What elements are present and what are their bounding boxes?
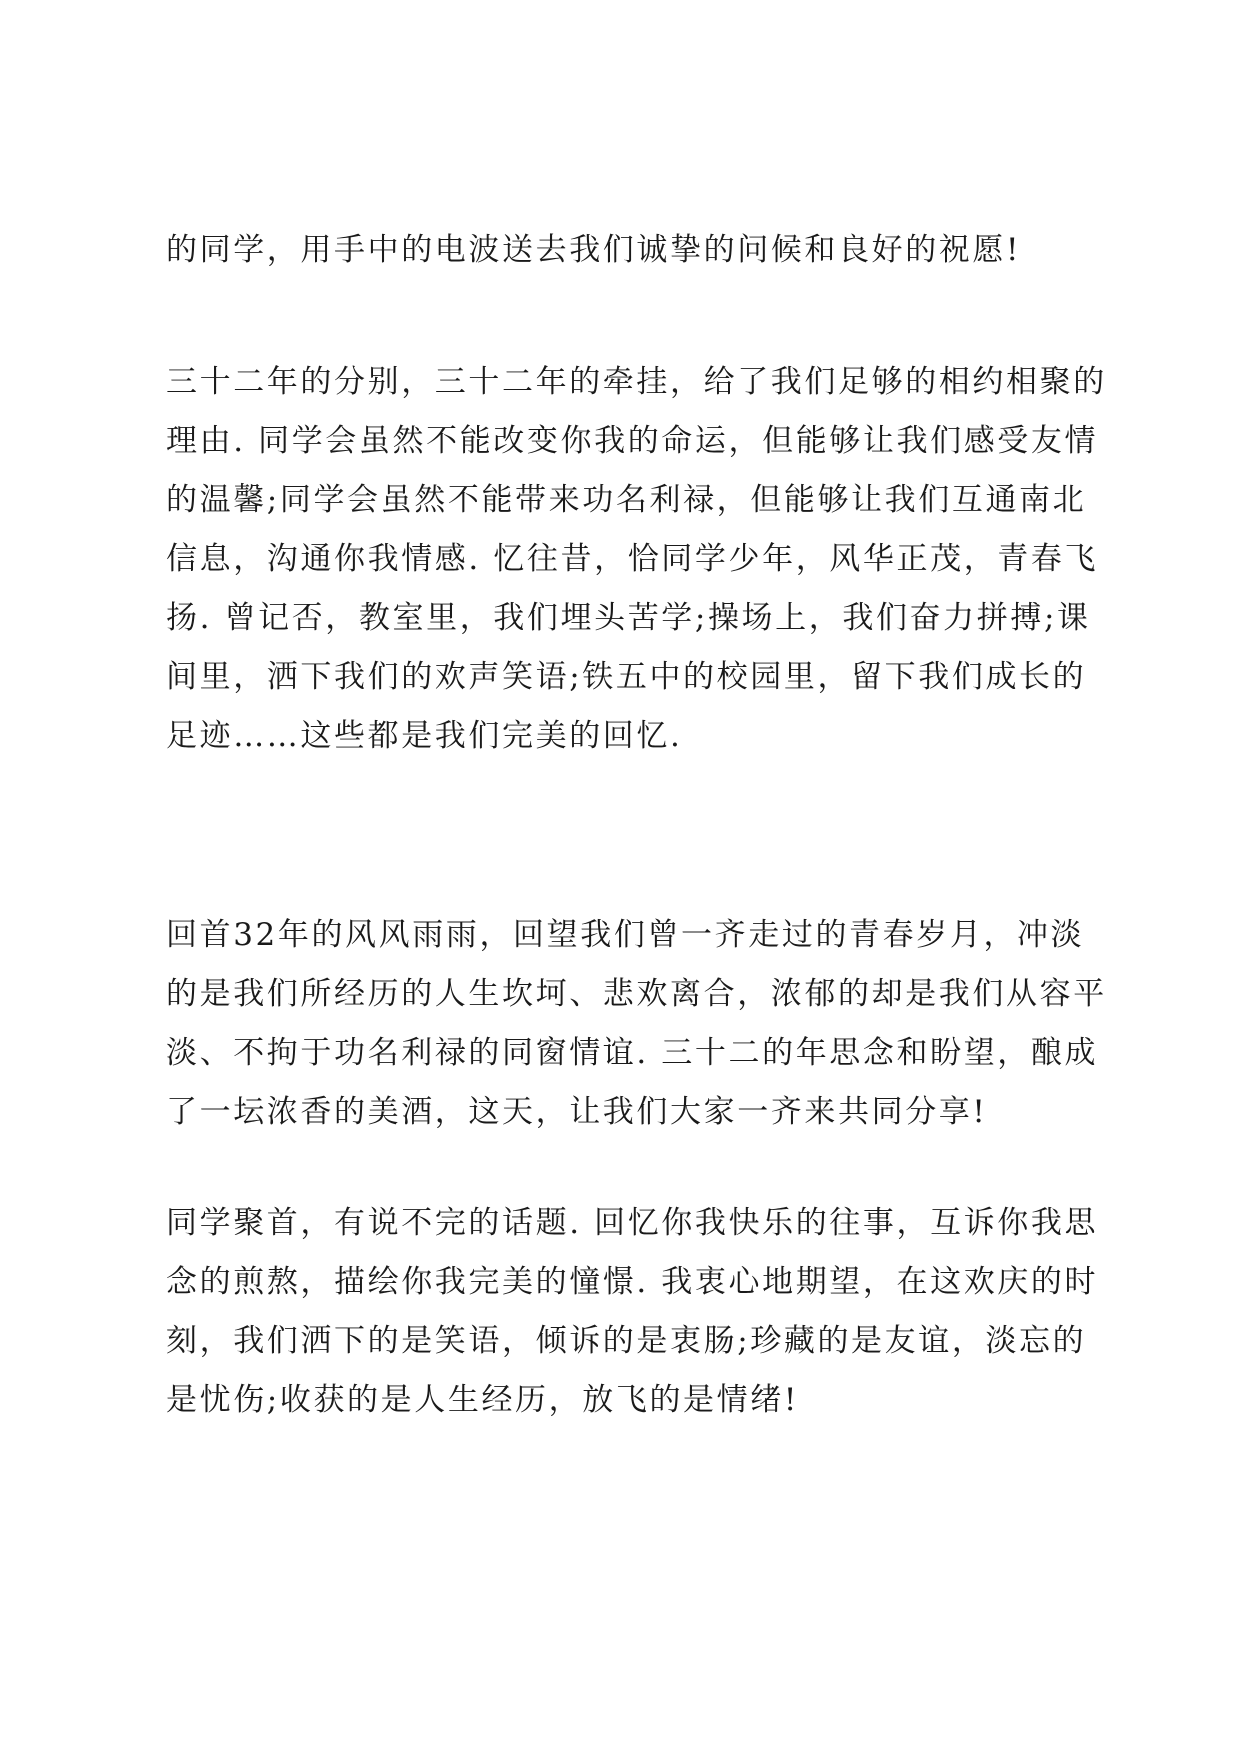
- text-line: 信息，沟通你我情感. 忆往昔，恰同学少年，风华正茂，青春飞: [166, 541, 1099, 577]
- text-line: 扬. 曾记否，教室里，我们埋头苦学;操场上，我们奋力拼搏;课: [166, 600, 1091, 636]
- paragraph-2: [166, 353, 1107, 766]
- text-line: 的同学，用手中的电波送去我们诚挚的问候和良好的祝愿!: [166, 232, 1022, 268]
- paragraph-1: [166, 221, 1096, 280]
- paragraph-4: [166, 1194, 1099, 1430]
- text-line: 的是我们所经历的人生坎坷、悲欢离合，浓郁的却是我们从容平: [166, 976, 1107, 1012]
- text-line: 的温馨;同学会虽然不能带来功名利禄，但能够让我们互通南北: [166, 482, 1087, 518]
- text-line: 了一坛浓香的美酒，这天，让我们大家一齐来共同分享!: [166, 1094, 988, 1130]
- text-line: 同学聚首，有说不完的话题. 回忆你我快乐的往事，互诉你我思: [166, 1205, 1099, 1241]
- paragraph-3: [166, 906, 1107, 1142]
- text-line: 间里，洒下我们的欢声笑语;铁五中的校园里，留下我们成长的: [166, 659, 1087, 695]
- text-line: 是忧伤;收获的是人生经历，放飞的是情绪!: [166, 1382, 799, 1418]
- text-line: 念的煎熬，描绘你我完美的憧憬. 我衷心地期望，在这欢庆的时: [166, 1264, 1099, 1300]
- text-line: 回首32年的风风雨雨，回望我们曾一齐走过的青春岁月，冲淡: [166, 917, 1085, 953]
- text-line: 刻，我们洒下的是笑语，倾诉的是衷肠;珍藏的是友谊，淡忘的: [166, 1323, 1087, 1359]
- text-line: 足迹……这些都是我们完美的回忆.: [166, 718, 683, 754]
- text-line: 理由. 同学会虽然不能改变你我的命运，但能够让我们感受友情: [166, 423, 1099, 459]
- text-line: 淡、不拘于功名利禄的同窗情谊. 三十二的年思念和盼望，酿成: [166, 1035, 1099, 1071]
- text-line: 三十二年的分别，三十二年的牵挂，给了我们足够的相约相聚的: [166, 364, 1107, 400]
